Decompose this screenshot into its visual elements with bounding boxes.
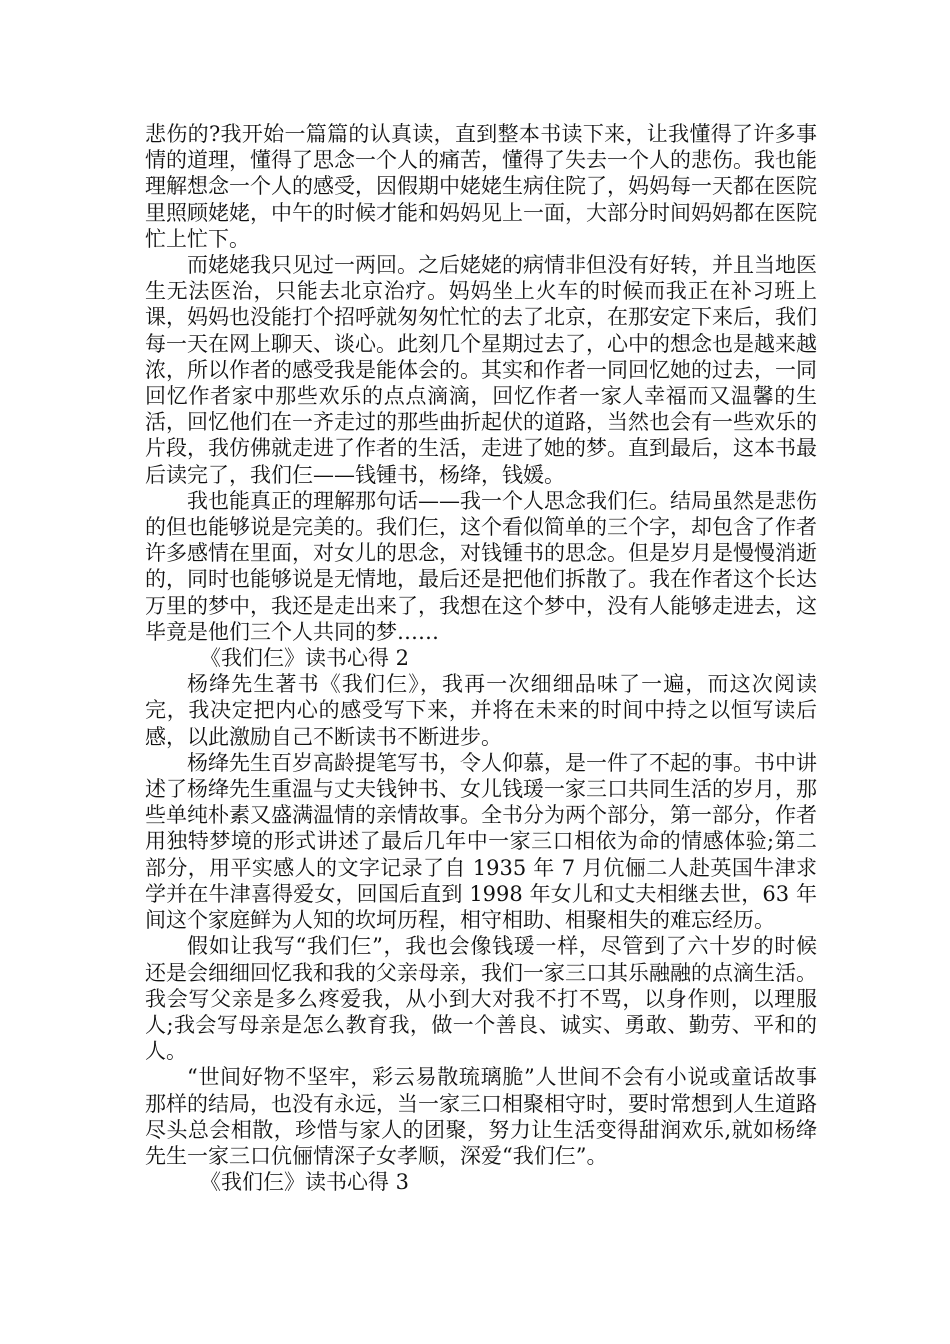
paragraph-6: 假如让我写“我们仨”，我也会像钱瑗一样，尽管到了六十岁的时候还是会细细回忆我和我的父亲母亲，我们一家三口其乐融融的点滴生活。我会写父亲是多么疼爱我，从小到大对我不打不骂，以身作则，以理服人;我会写母亲是怎么教育我，做一个善良、诚实、勇敢、勤劳、平和的人。 [145,934,817,1064]
section-heading-2: 《我们仨》读书心得 2 [200,646,410,671]
section-heading-3: 《我们仨》读书心得 3 [200,1170,410,1195]
paragraph-3: 我也能真正的理解那句话——我一个人思念我们仨。结局虽然是悲伤的但也能够说是完美的。我们仨，这个看似简单的三个字，却包含了作者许多感情在里面，对女儿的思念，对钱锺书的思念。但是岁月是慢慢消逝的，同时也能够说是无情地，最后还是把他们拆散了。我在作者这个长达万里的梦中，我还是走出来了，我想在这个梦中，没有人能够走进去，这毕竟是他们三个人共同的梦…… [145,488,817,644]
paragraph-2: 而姥姥我只见过一两回。之后姥姥的病情非但没有好转，并且当地医生无法医治，只能去北京治疗。妈妈坐上火车的时候而我正在补习班上课，妈妈也没能打个招呼就匆匆忙忙的去了北京，在那安定下来后，我们每一天在网上聊天、谈心。此刻几个星期过去了，心中的想念也是越来越浓，所以作者的感受我是能体会的。其实和作者一同回忆她的过去，一同回忆作者家中那些欢乐的点点滴滴，回忆作者一家人幸福而又温馨的生活，回忆他们在一齐走过的那些曲折起伏的道路，当然也会有一些欢乐的片段，我仿佛就走进了作者的生活，走进了她的梦。直到最后，这本书最后读完了，我们仨——钱锺书，杨绛，钱媛。 [145,253,817,487]
paragraph-5: 杨绛先生百岁高龄提笔写书，令人仰慕，是一件了不起的事。书中讲述了杨绛先生重温与丈夫钱钟书、女儿钱瑗一家三口共同生活的岁月，那些单纯朴素又盛满温情的亲情故事。全书分为两个部分，第一部分，作者用独特梦境的形式讲述了最后几年中一家三口相依为命的情感体验;第二部分，用平实感人的文字记录了自 1935 年 7 月伉俪二人赴英国牛津求学并在牛津喜得爱女，回国后直到 1998 年女儿和丈夫相继去世，63 年间这个家庭鲜为人知的坎坷历程，相守相助、相聚相失的难忘经历。 [145,750,817,933]
paragraph-4: 杨绛先生著书《我们仨》，我再一次细细品味了一遍，而这次阅读完，我决定把内心的感受写下来，并将在未来的时间中持之以恒写读后感，以此激励自己不断读书不断进步。 [145,672,817,749]
paragraph-1: 悲伤的?我开始一篇篇的认真读，直到整本书读下来，让我懂得了许多事情的道理，懂得了思念一个人的痛苦，懂得了失去一个人的悲伤。我也能理解想念一个人的感受，因假期中姥姥生病住院了，妈妈每一天都在医院里照顾姥姥，中午的时候才能和妈妈见上一面，大部分时间妈妈都在医院忙上忙下。 [145,122,817,251]
paragraph-7: “世间好物不坚牢，彩云易散琉璃脆”人世间不会有小说或童话故事那样的结局，也没有永远，当一家三口相聚相守时，要时常想到人生道路尽头总会相散，珍惜与家人的团聚，努力让生活变得甜润欢乐,就如杨绛先生一家三口伉俪情深子女孝顺，深爱“我们仨”。 [145,1065,817,1168]
document-page [145,121,817,1195]
